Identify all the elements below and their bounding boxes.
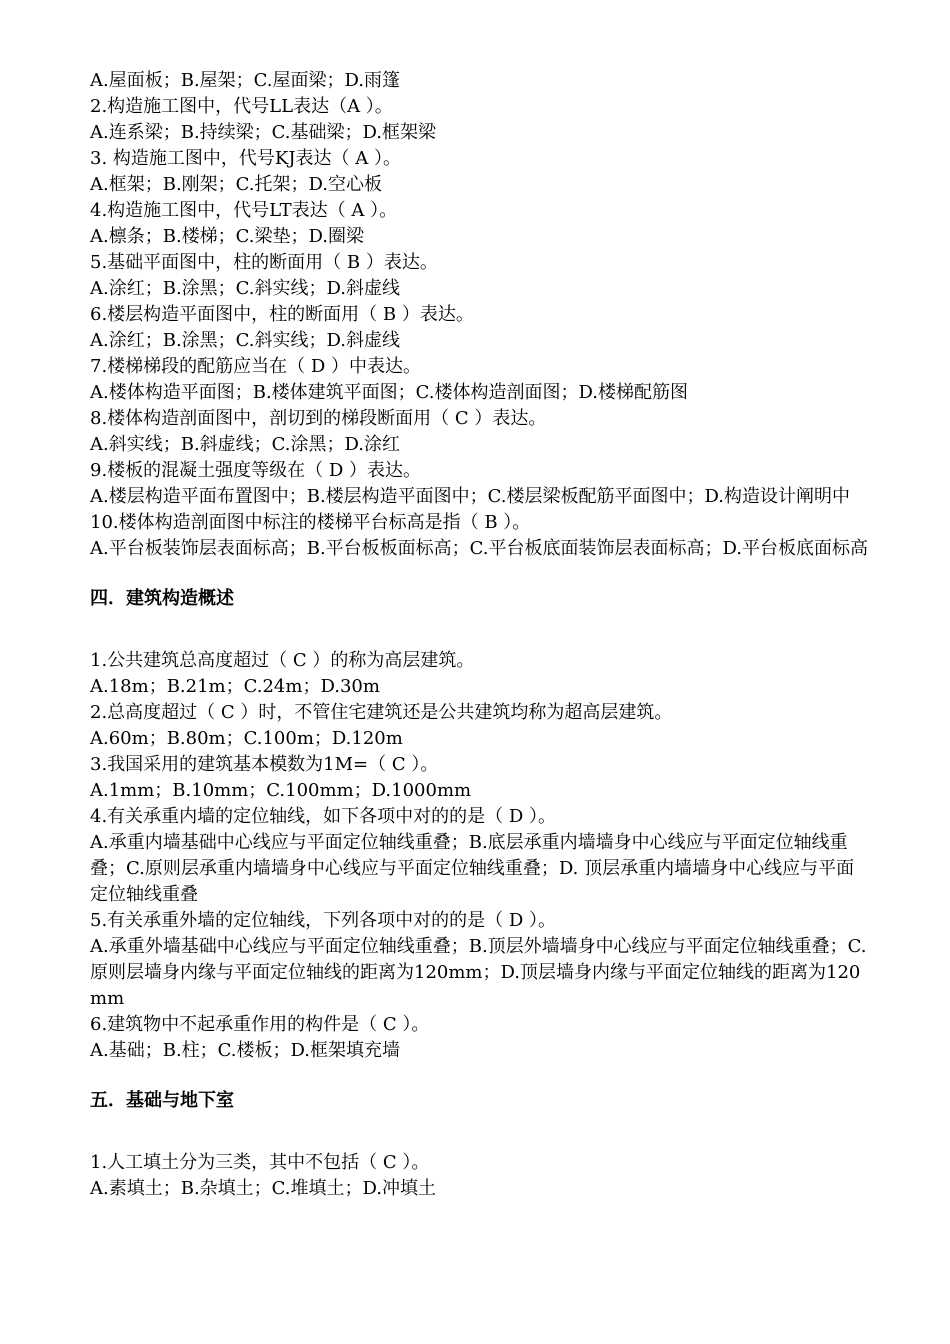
question-5: 5.基础平面图中，柱的断面用（ B ）表达。 — [90, 252, 438, 273]
options-8: A.斜实线；B.斜虚线；C.涂黑；D.涂红 — [90, 434, 401, 455]
section-heading-5: 五．基础与地下室 — [90, 1090, 234, 1111]
options-9: A.楼层构造平面布置图中；B.楼层构造平面图中；C.楼层梁板配筋平面图中；D.构造设计阐明中 — [90, 486, 851, 507]
spacer — [90, 1114, 870, 1150]
question-2: 2.总高度超过（ C ）时，不管住宅建筑还是公共建筑均称为超高层建筑。 — [90, 702, 673, 723]
options-1: A.18m；B.21m；C.24m；D.30m — [90, 676, 380, 697]
question-3: 3.我国采用的建筑基本模数为1M=（ C ）。 — [90, 754, 439, 775]
options-5: A.涂红；B.涂黑；C.斜实线；D.斜虚线 — [90, 278, 401, 299]
options-1: A.素填土；B.杂填土；C.堆填土；D.冲填土 — [90, 1178, 437, 1199]
question-8: 8.楼体构造剖面图中，剖切到的梯段断面用（ C ）表达。 — [90, 408, 547, 429]
section-3-questions — [90, 68, 870, 562]
section-4-questions — [90, 648, 870, 1064]
question-4: 4.有关承重内墙的定位轴线，如下各项中对的的是（ D ）。 — [90, 806, 557, 827]
question-3: 3. 构造施工图中，代号KJ表达（ A ）。 — [90, 148, 401, 169]
options-3: A.框架；B.刚架；C.托架；D.空心板 — [90, 174, 383, 195]
options-10: A.平台板装饰层表面标高；B.平台板板面标高；C.平台板底面装饰层表面标高；D.平台板底面标高 — [90, 538, 869, 559]
question-1: 1.公共建筑总高度超过（ C ）的称为高层建筑。 — [90, 650, 475, 671]
question-4: 4.构造施工图中，代号LT表达（ A ）。 — [90, 200, 398, 221]
options-2: A.60m；B.80m；C.100m；D.120m — [90, 728, 403, 749]
section-5-questions — [90, 1150, 870, 1202]
question-5: 5.有关承重外墙的定位轴线，下列各项中对的的是（ D ）。 — [90, 910, 557, 931]
spacer — [90, 1064, 870, 1088]
options-7: A.楼体构造平面图；B.楼体建筑平面图；C.楼体构造剖面图；D.楼梯配筋图 — [90, 382, 689, 403]
options-2: A.连系梁；B.持续梁；C.基础梁；D.框架梁 — [90, 122, 437, 143]
section-heading-4: 四．建筑构造概述 — [90, 588, 234, 609]
options-3: A.1mm；B.10mm；C.100mm；D.1000mm — [90, 780, 472, 801]
options-4: A.承重内墙基础中心线应与平面定位轴线重叠；B.底层承重内墙墙身中心线应与平面定位轴线重叠；C.原则层承重内墙墙身中心线应与平面定位轴线重叠；D. 顶层承重内墙墙身中心线应与平面定位轴线重叠 — [90, 832, 855, 905]
options-6: A.基础；B.柱；C.楼板；D.框架填充墙 — [90, 1040, 401, 1061]
question-9: 9.楼板的混凝土强度等级在（ D ）表达。 — [90, 460, 422, 481]
question-6: 6.楼层构造平面图中，柱的断面用（ B ）表达。 — [90, 304, 474, 325]
options-6: A.涂红；B.涂黑；C.斜实线；D.斜虚线 — [90, 330, 401, 351]
text-line: A.屋面板；B.屋架；C.屋面梁；D.雨篷 — [90, 70, 401, 91]
question-10: 10.楼体构造剖面图中标注的楼梯平台标高是指（ B ）。 — [90, 512, 531, 533]
options-5: A.承重外墙基础中心线应与平面定位轴线重叠；B.顶层外墙墙身中心线应与平面定位轴线重叠；C.原则层墙身内缘与平面定位轴线的距离为120mm；D.顶层墙身内缘与平面定位轴线的距离为120mm — [90, 936, 867, 1009]
question-6: 6.建筑物中不起承重作用的构件是（ C ）。 — [90, 1014, 430, 1035]
question-1: 1.人工填土分为三类，其中不包括（ C ）。 — [90, 1152, 430, 1173]
spacer — [90, 562, 870, 586]
question-2: 2.构造施工图中，代号LL表达（A ）。 — [90, 96, 393, 117]
options-4: A.檩条；B.楼梯；C.梁垫；D.圈梁 — [90, 226, 365, 247]
question-7: 7.楼梯梯段的配筋应当在（ D ）中表达。 — [90, 356, 422, 377]
spacer — [90, 612, 870, 648]
